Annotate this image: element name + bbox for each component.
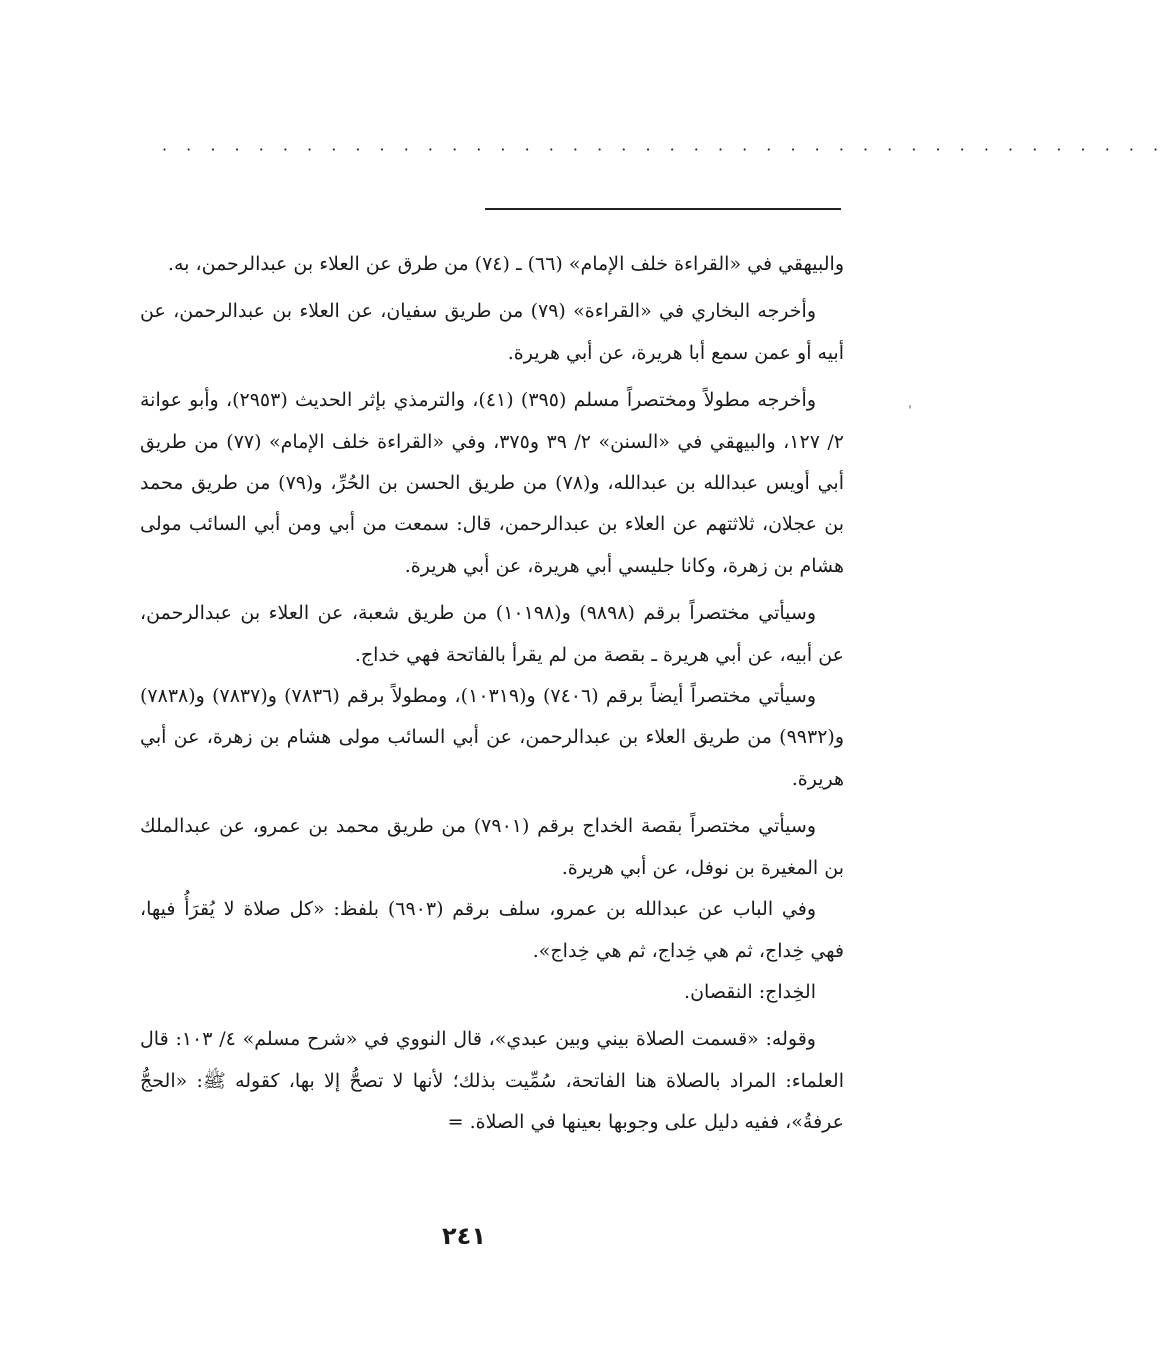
paragraph-bayhaqi: والبيهقي في «القراءة خلف الإمام» (٦٦) ـ (٧٤) من طرق عن العلاء بن عبدالرحمن، به. — [167, 253, 844, 275]
dotted-separator: · · · · · · · · · · · · · · · · · · · · · · · · · · · · · · · · · · · · · · · · · · — [162, 140, 1165, 159]
paragraph-definition: الخِداج: النقصان. — [684, 980, 816, 1003]
paragraph-chapter: وفي الباب عن عبدالله بن عمرو، سلف برقم (٦٩٠٣) بلفظ: «كل صلاة لا يُقرَأُ فيها، فهي خِداج، ثم هي خِداج، ثم هي خِداج». — [140, 898, 844, 962]
paragraph-khidaj: وسيأتي مختصراً بقصة الخداج برقم (٧٩٠١) من طريق محمد بن عمرو، عن عبدالملك بن المغيرة بن نوفل، عن أبي هريرة. — [140, 815, 844, 879]
footnote-rule — [485, 208, 841, 210]
paragraph-nawawi: وقوله: «قسمت الصلاة بيني وبين عبدي»، قال النووي في «شرح مسلم» ٤/ ١٠٣: قال العلماء: المراد بالصلاة هنا الفاتحة، سُمِّيت بذلك؛ لأنها لا تصحُّ إلا بها، كقوله ﷺ: «الحجُّ عرفةُ»، ففيه دليل على وجوبها بعينها في الصلاة. = — [140, 1028, 844, 1134]
paragraph-later-refs: وسيأتي مختصراً أيضاً برقم (٧٤٠٦) و(١٠٣١٩)، ومطولاً برقم (٧٨٣٦) و(٧٨٣٧) و(٧٨٣٨) و(٩٩٣٢) من طريق العلاء بن عبدالرحمن، عن أبي السائب مولى هشام بن زهرة، عن أبي هريرة. — [140, 685, 844, 790]
margin-mark: ˈ — [908, 404, 912, 420]
paragraph-muslim: وأخرجه مطولاً ومختصراً مسلم (٣٩٥) (٤١)، والترمذي بإثر الحديث (٢٩٥٣)، وأبو عوانة ٢/ ١٢٧، والبيهقي في «السنن» ٢/ ٣٩ و٣٧٥، وفي «القراءة خلف الإمام» (٧٧) من طريق أبي أويس عبدالله بن عبدالله، و(٧٨) من طريق الحسن بن الحُرِّ، و(٧٩) من طريق محمد بن عجلان، ثلاثتهم عن العلاء بن عبدالرحمن، قال: سمعت من أبي ومن أبي السائب مولى هشام بن زهرة، وكانا جليسي أبي هريرة، عن أبي هريرة. — [140, 389, 844, 577]
page-number: ٢٤١ — [442, 1222, 486, 1250]
footnote-body — [140, 244, 844, 1144]
paragraph-shuba: وسيأتي مختصراً برقم (٩٨٩٨) و(١٠١٩٨) من طريق شعبة، عن العلاء بن عبدالرحمن، عن أبيه، عن أبي هريرة ـ بقصة من لم يقرأ بالفاتحة فهي خداج. — [140, 602, 844, 666]
paragraph-bukhari: وأخرجه البخاري في «القراءة» (٧٩) من طريق سفيان، عن العلاء بن عبدالرحمن، عن أبيه أو عمن سمع أبا هريرة، عن أبي هريرة. — [140, 300, 844, 364]
